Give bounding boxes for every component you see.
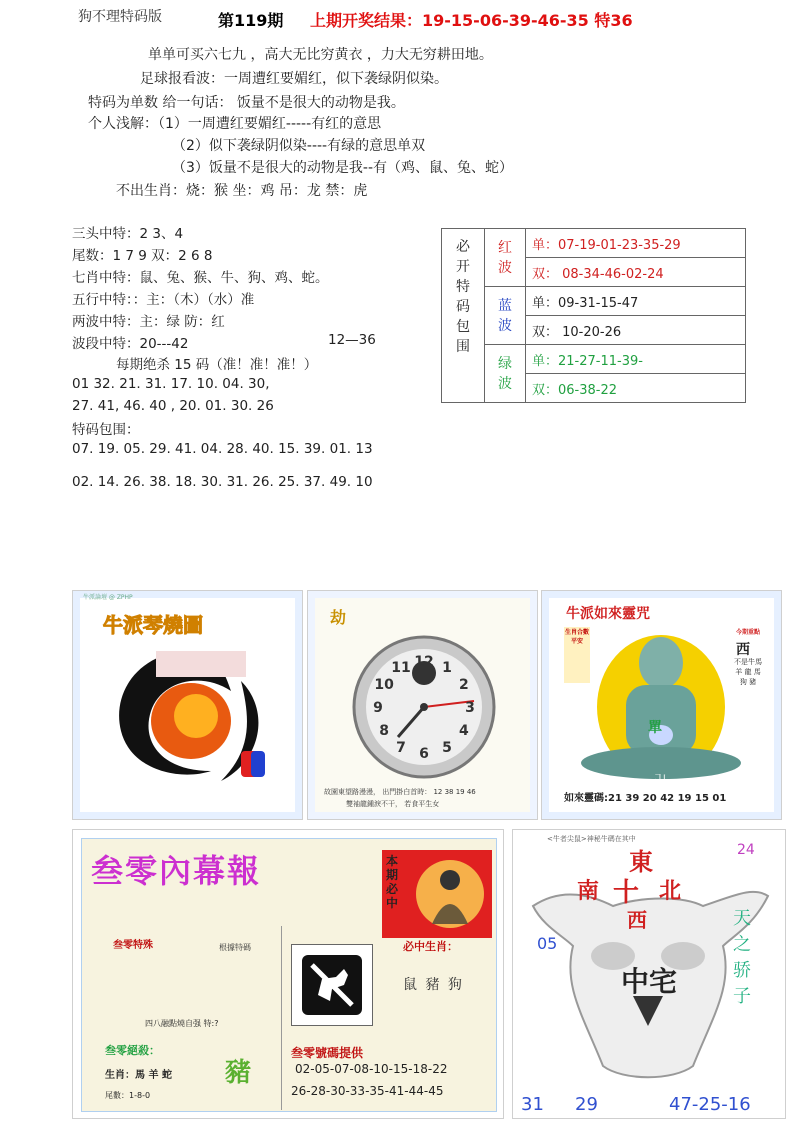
skull-29: 29: [575, 1094, 598, 1115]
sanling-left-small: 根據特碼: [219, 943, 251, 952]
clock-dial-number: 11: [391, 660, 411, 677]
clock-dial-number: 3: [465, 700, 475, 716]
skull-top-caption: <牛者尖鼠>神秘牛碼在其中: [547, 835, 636, 843]
package-label: 特码包围：: [72, 422, 140, 438]
red-single: 单：07-19-01-23-35-29: [526, 229, 746, 258]
clock-dial-number: 6: [419, 746, 429, 762]
clock-dial-number: 8: [379, 723, 390, 739]
stat-two-waves: 两波中特：主：绿 防：红: [72, 314, 225, 330]
green-double: 双：06-38-22: [526, 374, 746, 403]
sanling-numbers-2: 26-28-30-33-35-41-44-45: [291, 1084, 444, 1098]
stat-seven-zodiac: 七肖中特：鼠、兔、猴、牛、狗、鸡、蛇。: [72, 270, 329, 286]
panel-sanling: [72, 829, 504, 1119]
green-wave-label: 绿 波: [485, 345, 526, 403]
stat-heads: 三头中特：2 3、4: [72, 226, 184, 242]
wave-table: [441, 228, 746, 403]
verse-line-5: （2）似下袭绿阴似染----有绿的意思单双: [172, 138, 426, 154]
sanling-line-d: 尾數：1-8-0: [105, 1091, 151, 1100]
fire-title: 牛派琴燒圖: [103, 613, 203, 637]
fire-swirl-graphic: [101, 631, 281, 791]
skull-south: 南: [577, 879, 600, 904]
sanling-line-c: 生肖：馬 羊 蛇: [105, 1070, 172, 1081]
sanling-badge-text: 本 期 必 中: [386, 854, 399, 910]
clock-dial-number: 7: [396, 739, 406, 756]
sanling-line-b: 叁零絕殺：: [105, 1044, 160, 1057]
clock-dial-number: 2: [458, 677, 469, 693]
skull-zhong: 中宅: [621, 965, 678, 998]
sanling-line-a: 四八融點燒自强 特:?: [145, 1019, 219, 1028]
clock-dial-number: 4: [458, 723, 469, 739]
panel-fire-image: [72, 590, 303, 820]
sanling-zodiac-label: 必中生肖：: [403, 940, 458, 953]
sanling-pig-char: 豬: [225, 1058, 252, 1088]
red-wave-label: 红 波: [485, 229, 526, 287]
skull-24: 24: [737, 842, 755, 858]
green-single: 单：21-27-11-39-: [526, 345, 746, 374]
stat-range: 波段中特：20---42: [72, 336, 189, 352]
kill-title: 每期绝杀 15 码（准！准！准！）: [116, 357, 318, 373]
skull-31: 31: [521, 1094, 544, 1115]
clock-dial-number: 9: [373, 700, 383, 716]
sanling-badge: [382, 850, 492, 938]
panel-buddha: [541, 590, 782, 820]
stat-five-elements: 五行中特：：主：（木）（水）准: [72, 292, 255, 308]
buddha-figure: [568, 615, 754, 785]
stat-tails: 尾数：1 7 9 双：2 6 8: [72, 248, 213, 264]
panel-clock: [307, 590, 538, 820]
verse-line-4: 个人浅解：（1）一周遭红要媚红-----有红的意思: [88, 116, 382, 132]
sanling-title: 叁零內幕報: [91, 852, 262, 890]
blue-double: 双： 10-20-26: [526, 316, 746, 345]
clock-dial-number: 12: [414, 654, 434, 670]
sanling-number-title: 叁零號碼提供: [291, 1046, 364, 1060]
buddha-char-fo: 卍: [654, 773, 667, 787]
sanling-red-title: 叁零特殊: [113, 940, 153, 951]
panel-skull: [512, 829, 786, 1119]
issue-number: 第119期: [218, 11, 284, 30]
package-numbers-2: 02. 14. 26. 38. 18. 30. 31. 26. 25. 37. 49. 10: [72, 474, 373, 490]
edition-title: 狗不理特码版: [78, 9, 162, 25]
buddha-side-left: 生肖合數 平安: [564, 627, 590, 683]
skull-05: 05: [537, 934, 558, 953]
buddha-side-right-bottom: 不是牛馬 羊 龍 馬 狗 豬: [734, 658, 762, 686]
skull-east: 東: [629, 848, 653, 876]
blue-wave-label: 蓝 波: [485, 287, 526, 345]
clock-caption-1: 故園東望路漫漫， 出門掛白首時： 12 38 19 46: [324, 788, 476, 796]
last-result: 上期开奖结果：19-15-06-39-46-35 特36: [310, 11, 633, 30]
package-numbers-1: 07. 19. 05. 29. 41. 04. 28. 40. 15. 39. 01. 13: [72, 441, 373, 457]
kill-numbers-2: 27. 41, 46. 40 , 20. 01. 30. 26: [72, 398, 274, 414]
sanling-badge-figure: [412, 854, 488, 934]
verse-line-1: 单单可买六七九 ，高大无比穷黄衣 ，力大无穷耕田地。: [148, 47, 493, 63]
kill-numbers-1: 01 32. 21. 31. 17. 10. 04. 30,: [72, 376, 270, 392]
clock-caption-2: 雙袖龍鍾淚不干， 若食平生女: [346, 800, 440, 808]
clock-dial-number: 5: [442, 739, 452, 756]
buddha-char-dan: 單: [648, 720, 662, 736]
zphp-watermark: 牛派論壇 @ ZPHP: [83, 594, 133, 601]
verse-line-3: 特码为单数 给一句话： 饭量不是很大的动物是我。: [88, 95, 405, 111]
sanling-numbers-1: 02-05-07-08-10-15-18-22: [295, 1062, 448, 1076]
blue-single: 单：09-31-15-47: [526, 287, 746, 316]
clock-face: [336, 615, 512, 791]
skull-north: 北: [659, 879, 682, 904]
verse-line-2: 足球报看波：一周遭红要媚红，似下袭绿阴似染。: [140, 71, 448, 87]
verse-line-7: 不出生肖：烧：猴 坐：鸡 吊：龙 禁：虎: [116, 183, 368, 199]
buddha-side-right-char: 西: [736, 642, 750, 658]
buddha-title: 牛派如來靈咒: [566, 606, 650, 622]
skull-west: 西: [627, 908, 647, 932]
red-double: 双： 08-34-46-02-24: [526, 258, 746, 287]
skull-side-text: 天 之 骄 子: [733, 908, 751, 1007]
skull-cross: 十: [613, 878, 640, 908]
clock-dial-number: 1: [442, 660, 452, 677]
skull-47-25-16: 47-25-16: [669, 1094, 751, 1115]
buddha-side-right-top: 今期重點: [735, 629, 760, 636]
wave-table-label: 必 开 特 码 包 围: [442, 229, 485, 403]
verse-line-6: （3）饭量不是很大的动物是我--有（鸡、鼠、兔、蛇）: [172, 160, 514, 176]
sanling-zodiac: 鼠 豬 狗: [403, 977, 464, 993]
clock-dial-number: 10: [374, 677, 394, 693]
buddha-bottom-numbers: 如來靈碼:21 39 20 42 19 15 01: [564, 793, 727, 804]
no-dog-icon: [291, 944, 373, 1026]
stat-range-2: 12—36: [328, 332, 376, 348]
clock-title: 劫: [330, 608, 347, 627]
